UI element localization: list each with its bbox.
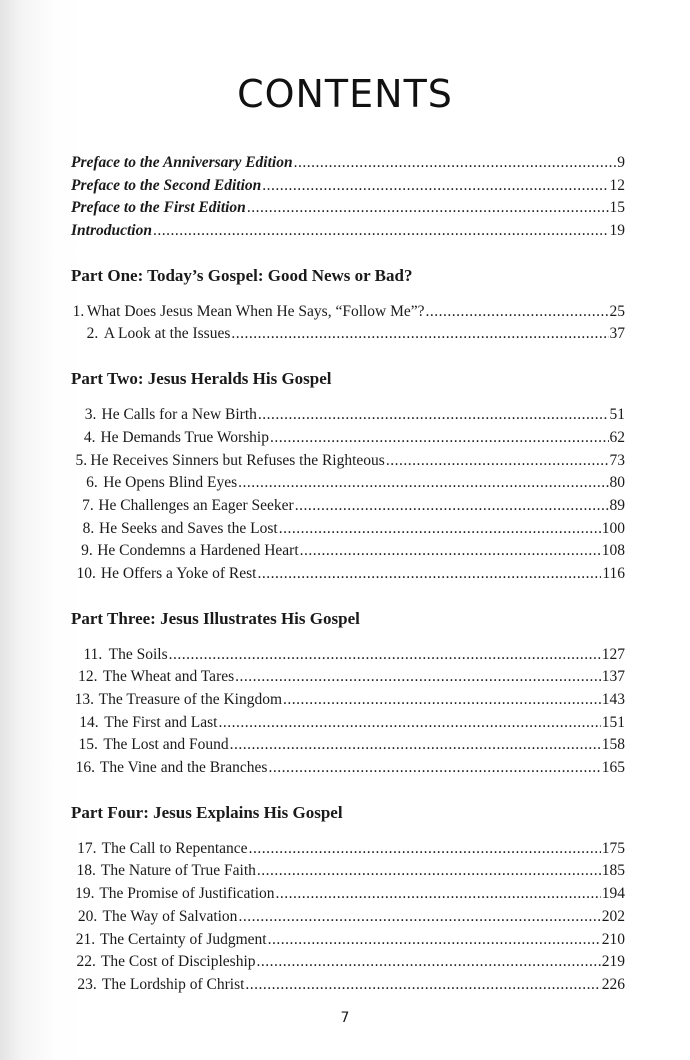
chapter-number: 21. xyxy=(75,930,96,948)
chapter-number: 4. xyxy=(83,428,96,446)
toc-part-3 xyxy=(71,608,625,780)
leader-dots xyxy=(249,838,601,861)
chapter-number: 18. xyxy=(76,862,96,880)
chapter-number: 14. xyxy=(79,713,99,731)
chapter-title: The Wheat and Tares xyxy=(102,668,235,686)
part-heading[interactable]: Part Four: Jesus Explains His Gospel xyxy=(71,802,343,822)
chapter-title: He Calls for a New Birth xyxy=(101,406,257,424)
toc-entry-chapter[interactable] xyxy=(71,838,625,861)
toc-entry-chapter[interactable] xyxy=(71,906,625,929)
chapter-number: 7. xyxy=(82,496,94,514)
chapter-page: 25 xyxy=(609,302,625,320)
chapter-number: 16. xyxy=(75,759,96,777)
toc-entry-chapter[interactable] xyxy=(71,883,625,906)
leader-dots xyxy=(300,540,601,563)
chapter-title: He Challenges an Eager Seeker xyxy=(98,496,294,514)
part-heading[interactable]: Part One: Today’s Gospel: Good News or Bad? xyxy=(71,265,413,285)
toc-entry-chapter[interactable] xyxy=(71,323,625,346)
chapter-title: He Offers a Yoke of Rest xyxy=(100,564,257,582)
toc-entry-chapter[interactable] xyxy=(71,974,625,997)
toc-entry-page: 19 xyxy=(609,222,625,240)
chapter-title: The Treasure of the Kingdom xyxy=(98,691,283,708)
chapter-number: 6. xyxy=(86,474,98,492)
toc-part-4 xyxy=(71,802,625,997)
toc-entry-label: Preface to the Anniversary Edition xyxy=(71,154,293,171)
leader-dots xyxy=(295,495,609,518)
leader-dots xyxy=(238,906,600,929)
chapter-page: 108 xyxy=(601,542,625,560)
leader-dots xyxy=(426,301,609,324)
chapter-page: 73 xyxy=(609,451,625,469)
chapter-number: 15. xyxy=(78,736,98,754)
toc-entry-front-3[interactable] xyxy=(71,220,625,243)
chapter-title: The Soils xyxy=(108,645,168,663)
chapter-title: The Way of Salvation xyxy=(102,907,238,925)
leader-dots xyxy=(231,323,608,346)
chapter-page: 89 xyxy=(609,496,625,514)
page-number: 7 xyxy=(340,1010,350,1026)
leader-dots xyxy=(283,689,601,712)
chapter-title: He Seeks and Saves the Lost xyxy=(99,519,278,537)
leader-dots xyxy=(169,644,601,667)
leader-dots xyxy=(257,860,601,883)
chapter-number: 22. xyxy=(76,953,96,971)
chapter-number: 20. xyxy=(77,907,98,925)
chapter-page: 202 xyxy=(601,907,625,925)
toc-entry-label: Preface to the First Edition xyxy=(71,199,246,217)
toc-entry-chapter[interactable] xyxy=(71,540,625,563)
chapter-number: 12. xyxy=(78,668,98,686)
chapter-number: 11. xyxy=(83,645,103,663)
chapter-page: 185 xyxy=(601,862,625,880)
chapter-page: 219 xyxy=(601,953,625,971)
chapter-title: The Cost of Discipleship xyxy=(100,953,256,971)
toc-entry-page: 9 xyxy=(617,154,625,171)
leader-dots xyxy=(258,404,609,427)
toc-part-1 xyxy=(71,265,625,346)
chapter-number: 3. xyxy=(84,406,97,424)
chapter-page: 143 xyxy=(601,691,625,708)
chapter-page: 80 xyxy=(609,474,625,492)
chapter-title: He Opens Blind Eyes xyxy=(103,474,238,492)
toc-entry-chapter[interactable] xyxy=(71,951,625,974)
parts-container xyxy=(71,265,625,997)
part-heading[interactable]: Part Two: Jesus Heralds His Gospel xyxy=(71,369,332,389)
leader-dots xyxy=(153,220,609,243)
chapter-page: 37 xyxy=(609,325,625,343)
leader-dots xyxy=(276,883,601,906)
chapter-number: 9. xyxy=(81,542,93,560)
toc-entry-chapter[interactable] xyxy=(71,472,625,495)
leader-dots xyxy=(268,929,601,952)
toc-entry-chapter[interactable] xyxy=(71,734,625,757)
leader-dots xyxy=(257,563,601,586)
chapter-number: 5. xyxy=(75,451,88,469)
leader-dots xyxy=(270,427,609,450)
chapter-title: The Promise of Justification xyxy=(99,885,275,903)
leader-dots xyxy=(262,175,608,198)
leader-dots xyxy=(245,974,600,997)
leader-dots xyxy=(279,518,601,541)
leader-dots xyxy=(218,712,600,735)
chapter-title: The Vine and the Branches xyxy=(99,759,268,777)
chapter-page: 165 xyxy=(601,759,625,777)
toc-entry-chapter[interactable] xyxy=(71,518,625,541)
toc-entry-label: Introduction xyxy=(71,222,152,240)
leader-dots xyxy=(235,666,601,689)
chapter-title: The First and Last xyxy=(104,713,218,731)
chapter-page: 158 xyxy=(601,736,626,754)
chapter-number: 19. xyxy=(75,885,95,903)
chapter-number: 2. xyxy=(86,325,99,343)
chapter-number: 23. xyxy=(77,975,97,993)
toc-entry-front-1[interactable] xyxy=(71,175,625,198)
toc-entry-page: 12 xyxy=(609,176,625,194)
chapter-page: 116 xyxy=(602,564,625,582)
toc-entry-label: Preface to the Second Edition xyxy=(71,176,262,194)
chapter-number: 17. xyxy=(77,839,97,857)
leader-dots xyxy=(247,197,609,220)
table-of-contents xyxy=(71,152,625,997)
chapter-page: 210 xyxy=(601,930,625,948)
chapter-title: He Demands True Worship xyxy=(100,428,269,446)
chapter-page: 151 xyxy=(601,713,625,731)
toc-entry-chapter[interactable] xyxy=(71,563,625,586)
leader-dots xyxy=(386,450,609,473)
page-title: CONTENTS xyxy=(237,72,453,116)
chapter-number: 10. xyxy=(76,564,96,582)
leader-dots xyxy=(257,951,601,974)
toc-entry-chapter[interactable] xyxy=(71,860,625,883)
chapter-number: 1. xyxy=(72,302,85,320)
chapter-page: 62 xyxy=(609,428,625,446)
toc-entry-chapter[interactable] xyxy=(71,404,625,427)
chapter-title: The Certainty of Judgment xyxy=(100,930,267,948)
chapter-page: 137 xyxy=(601,668,625,686)
chapter-title: He Condemns a Hardened Heart xyxy=(97,542,299,560)
leader-dots xyxy=(268,757,600,780)
front-matter xyxy=(71,152,625,243)
toc-entry-chapter[interactable] xyxy=(71,666,625,689)
chapter-title: The Lost and Found xyxy=(103,736,229,754)
chapter-title: The Call to Repentance xyxy=(101,839,248,857)
chapter-title: The Lordship of Christ xyxy=(101,975,245,993)
chapter-page: 100 xyxy=(601,519,625,537)
toc-entry-chapter[interactable] xyxy=(71,757,625,780)
chapter-page: 194 xyxy=(601,885,626,903)
leader-dots xyxy=(230,734,601,757)
chapter-number: 8. xyxy=(82,519,95,537)
toc-entry-front-2[interactable] xyxy=(71,197,625,220)
toc-entry-chapter[interactable] xyxy=(71,929,625,952)
chapter-page: 127 xyxy=(601,645,625,663)
chapter-page: 226 xyxy=(601,975,625,993)
toc-entry-chapter[interactable] xyxy=(71,712,625,735)
chapter-number: 13. xyxy=(74,691,94,708)
chapter-title: A Look at the Issues xyxy=(103,325,231,343)
toc-entry-chapter[interactable] xyxy=(71,427,625,450)
chapter-title: What Does Jesus Mean When He Says, “Follow Me”? xyxy=(86,302,425,320)
chapter-title: He Receives Sinners but Refuses the Righteous xyxy=(90,451,385,469)
chapter-title: The Nature of True Faith xyxy=(100,862,256,880)
toc-entry-chapter[interactable] xyxy=(71,450,625,473)
toc-entry-chapter[interactable] xyxy=(71,644,625,667)
toc-entry-chapter[interactable] xyxy=(71,689,625,712)
part-heading[interactable]: Part Three: Jesus Illustrates His Gospel xyxy=(71,608,360,628)
leader-dots xyxy=(238,472,608,495)
toc-entry-page: 15 xyxy=(609,199,625,217)
toc-part-2 xyxy=(71,368,625,586)
toc-entry-chapter[interactable] xyxy=(71,301,625,324)
toc-entry-front-0[interactable] xyxy=(71,152,625,175)
leader-dots xyxy=(294,152,617,175)
chapter-page: 175 xyxy=(601,839,625,857)
chapter-page: 51 xyxy=(609,406,625,424)
toc-entry-chapter[interactable] xyxy=(71,495,625,518)
